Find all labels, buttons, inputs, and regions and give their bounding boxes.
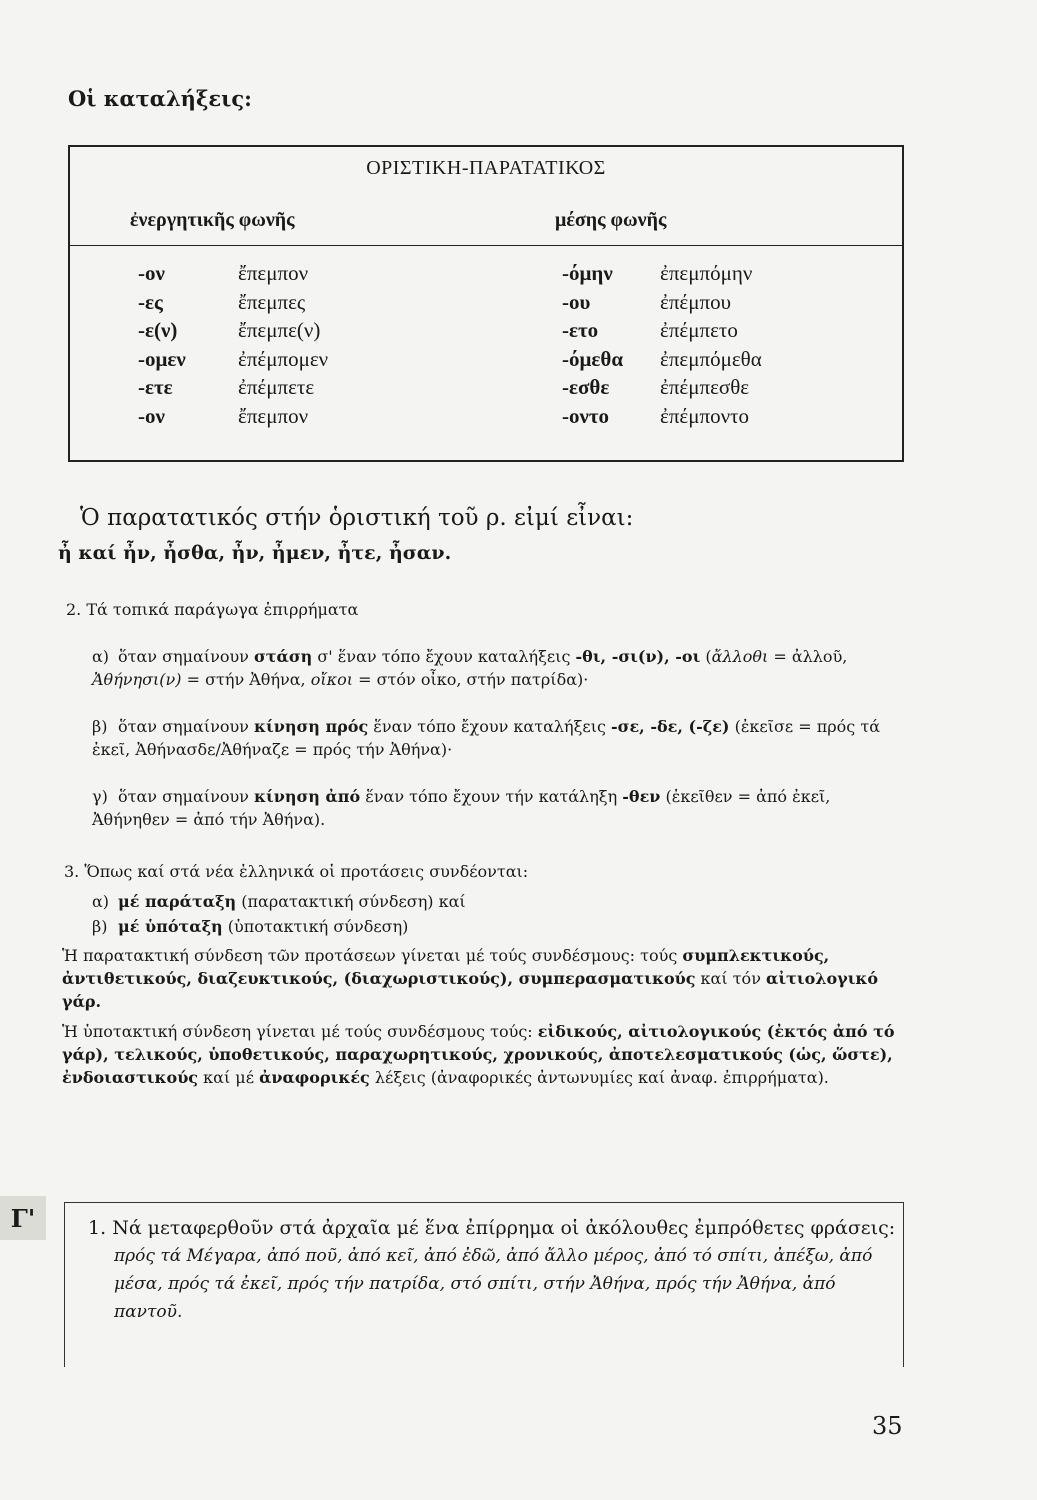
table-cell: -ετο	[562, 318, 599, 342]
table-title: ΟΡΙΣΤΙΚΗ-ΠΑΡΑΤΑΤΙΚΟΣ	[366, 157, 606, 179]
table-cell: ἔπεμπε(ν)	[238, 318, 321, 342]
text: ἕναν τόπο ἔχουν καταλήξεις	[368, 717, 612, 736]
item-label: β)	[92, 717, 108, 736]
text: (ὑποτακτική σύνδεση)	[222, 917, 409, 936]
active-voice-header: ἐνεργητικῆς φωνῆς	[130, 209, 295, 231]
table-cell: -ομεν	[138, 346, 186, 371]
text: λέξεις (ἀναφορικές ἀντωνυμίες καί ἀναφ. ἐπιρρήματα).	[369, 1068, 829, 1087]
section-2-item-b	[92, 715, 907, 761]
section-heading: Οἱ καταλήξεις:	[68, 86, 252, 111]
italic-text: Ἀθήνησι(ν)	[92, 670, 182, 689]
text: σ' ἕναν τόπο ἔχουν καταλήξεις	[312, 647, 576, 666]
header-rule	[70, 245, 902, 246]
table-cell: ἐπέμπομεν	[238, 346, 329, 371]
table-cell: -όμεθα	[562, 346, 624, 371]
exercise-number: 1.	[88, 1217, 107, 1239]
table-cell: ἐπέμπεσθε	[660, 375, 750, 399]
text: (	[700, 647, 712, 666]
section-2-item-c	[92, 785, 907, 831]
section-3-item-b	[92, 915, 408, 938]
section-2-item-a	[92, 645, 907, 691]
text: Ἡ ὑποτακτική σύνδεση γίνεται μέ τούς συνδέσμους τούς:	[62, 1022, 538, 1041]
table-cell: ἔπεμπες	[238, 289, 306, 314]
bold-text: κίνηση πρός	[253, 717, 369, 736]
italic-text: ἄλλοθι	[711, 647, 769, 666]
section-title-text: Τά τοπικά παράγωγα ἐπιρρήματα	[86, 600, 359, 619]
active-forms-column	[238, 259, 328, 430]
text: = ἀλλοῦ,	[768, 647, 848, 666]
text: ἕναν τόπο ἔχουν τήν κατάληξη	[360, 787, 623, 806]
page-number: 35	[872, 1412, 903, 1440]
middle-forms-column	[660, 259, 762, 430]
bold-text: ἀναφορικές	[259, 1068, 370, 1087]
section-3-item-a	[92, 890, 466, 913]
text: = στήν Ἀθήνα,	[181, 670, 311, 689]
table-cell: -ου	[562, 289, 591, 314]
middle-endings-column	[562, 259, 623, 430]
item-label: β)	[92, 917, 108, 936]
text: Νά μεταφερθοῦν στά ἀρχαῖα μέ ἕνα ἐπίρρημα οἱ ἀκόλουθες ἐμπρόθετες φράσεις:	[112, 1217, 896, 1239]
item-label: γ)	[92, 787, 108, 806]
table-cell: -οντο	[562, 403, 610, 428]
section-tab-gamma: Γ'	[0, 1196, 46, 1240]
conjugation-table	[68, 145, 904, 462]
table-cell: -ον	[138, 261, 165, 285]
exercise-phrases: πρός τά Μέγαρα, ἀπό ποῦ, ἀπό κεῖ, ἀπό ἐδῶ, ἀπό ἄλλο μέρος, ἀπό τό σπίτι, ἀπέξω, ἀπό μέσα, πρός τά ἐκεῖ, πρός τήν πατρίδα, στό σπίτι, στήν Ἀθήνα, πρός τήν Ἀθήνα, ἀπό παντοῦ.	[114, 1246, 873, 1322]
bold-text: στάση	[253, 647, 313, 666]
bold-text: μέ παράταξη	[118, 892, 237, 911]
item-label: α)	[92, 892, 110, 911]
table-cell: ἐπέμποντο	[660, 403, 750, 428]
table-cell: ἔπεμπον	[238, 403, 309, 428]
section-number: 2.	[66, 600, 82, 619]
table-cell: -ες	[138, 289, 163, 314]
table-cell: ἐπέμπετο	[660, 318, 738, 342]
table-cell: -ον	[138, 403, 165, 428]
bold-text: αἰτιολογικό γάρ.	[62, 969, 879, 1011]
bold-text: συμπλεκτικούς, ἀντιθετικούς, διαζευκτικούς, (διαχωριστικούς), συμπερασματικούς	[62, 946, 830, 988]
text: ὅταν σημαίνουν	[118, 717, 254, 736]
imperfect-of-be-forms: ἦ καί ἦν, ἦσθα, ἦν, ἦμεν, ἦτε, ἦσαν.	[58, 542, 452, 564]
imperfect-of-be-title: Ὁ παρατατικός στήν ὁριστική τοῦ ρ. εἰμί εἶναι:	[80, 505, 634, 531]
section-3-title	[64, 860, 528, 883]
table-cell: ἐπεμπόμεθα	[660, 346, 762, 371]
text: ὅταν σημαίνουν	[118, 787, 254, 806]
hypotactic-paragraph	[62, 1020, 910, 1089]
bold-text: -θεν	[622, 787, 661, 806]
italic-text: οἴκοι	[310, 670, 354, 689]
bold-text: κίνηση ἀπό	[253, 787, 361, 806]
text: καί μέ	[198, 1068, 260, 1087]
table-cell: -εσθε	[562, 375, 610, 399]
bold-text: -θι, -σι(ν), -οι	[575, 647, 701, 666]
active-endings-column	[138, 259, 186, 430]
text: (ἐκεῖθεν = ἀπό ἐκεῖ, Ἀθήνηθεν = ἀπό τήν Ἀθήνα).	[92, 787, 831, 829]
item-label: α)	[92, 647, 110, 666]
section-title-text: Ὅπως καί στά νέα ἑλληνικά οἱ προτάσεις συνδέονται:	[84, 862, 529, 881]
table-cell: -ετε	[138, 375, 173, 399]
paratactic-paragraph	[62, 944, 910, 1013]
table-cell: -ε(ν)	[138, 318, 178, 342]
text: καί τόν	[695, 969, 766, 988]
middle-voice-header: μέσης φωνῆς	[555, 209, 667, 231]
section-number: 3.	[64, 862, 80, 881]
text: (ἐκεῖσε = πρός τά ἐκεῖ, Ἀθήνασδε/Ἀθήναζε = πρός τήν Ἀθήνα)·	[92, 717, 881, 759]
bold-text: μέ ὑπόταξη	[118, 917, 223, 936]
exercise-content	[88, 1214, 896, 1326]
text: ὅταν σημαίνουν	[118, 647, 254, 666]
text: = στόν οἶκο, στήν πατρίδα)·	[353, 670, 589, 689]
text: (παρατακτική σύνδεση) καί	[236, 892, 466, 911]
table-cell: -όμην	[562, 261, 613, 285]
table-cell: ἐπέμπου	[660, 289, 731, 314]
table-cell: ἐπέμπετε	[238, 375, 315, 399]
bold-text: εἰδικούς, αἰτιολογικούς (ἐκτός ἀπό τό γάρ), τελικούς, ὑποθετικούς, παραχωρητικούς, χρονικούς, ἀποτελεσματικούς (ὡς, ὥστε), ἐνδοιαστικούς	[62, 1022, 895, 1087]
text: Ἡ παρατακτική σύνδεση τῶν προτάσεων γίνεται μέ τούς συνδέσμους: τούς	[62, 946, 683, 965]
section-2-title	[66, 598, 358, 621]
exercise-prompt	[88, 1214, 896, 1242]
table-cell: ἔπεμπον	[238, 261, 309, 285]
table-cell: ἐπεμπόμην	[660, 261, 753, 285]
bold-text: -σε, -δε, (-ζε)	[611, 717, 730, 736]
